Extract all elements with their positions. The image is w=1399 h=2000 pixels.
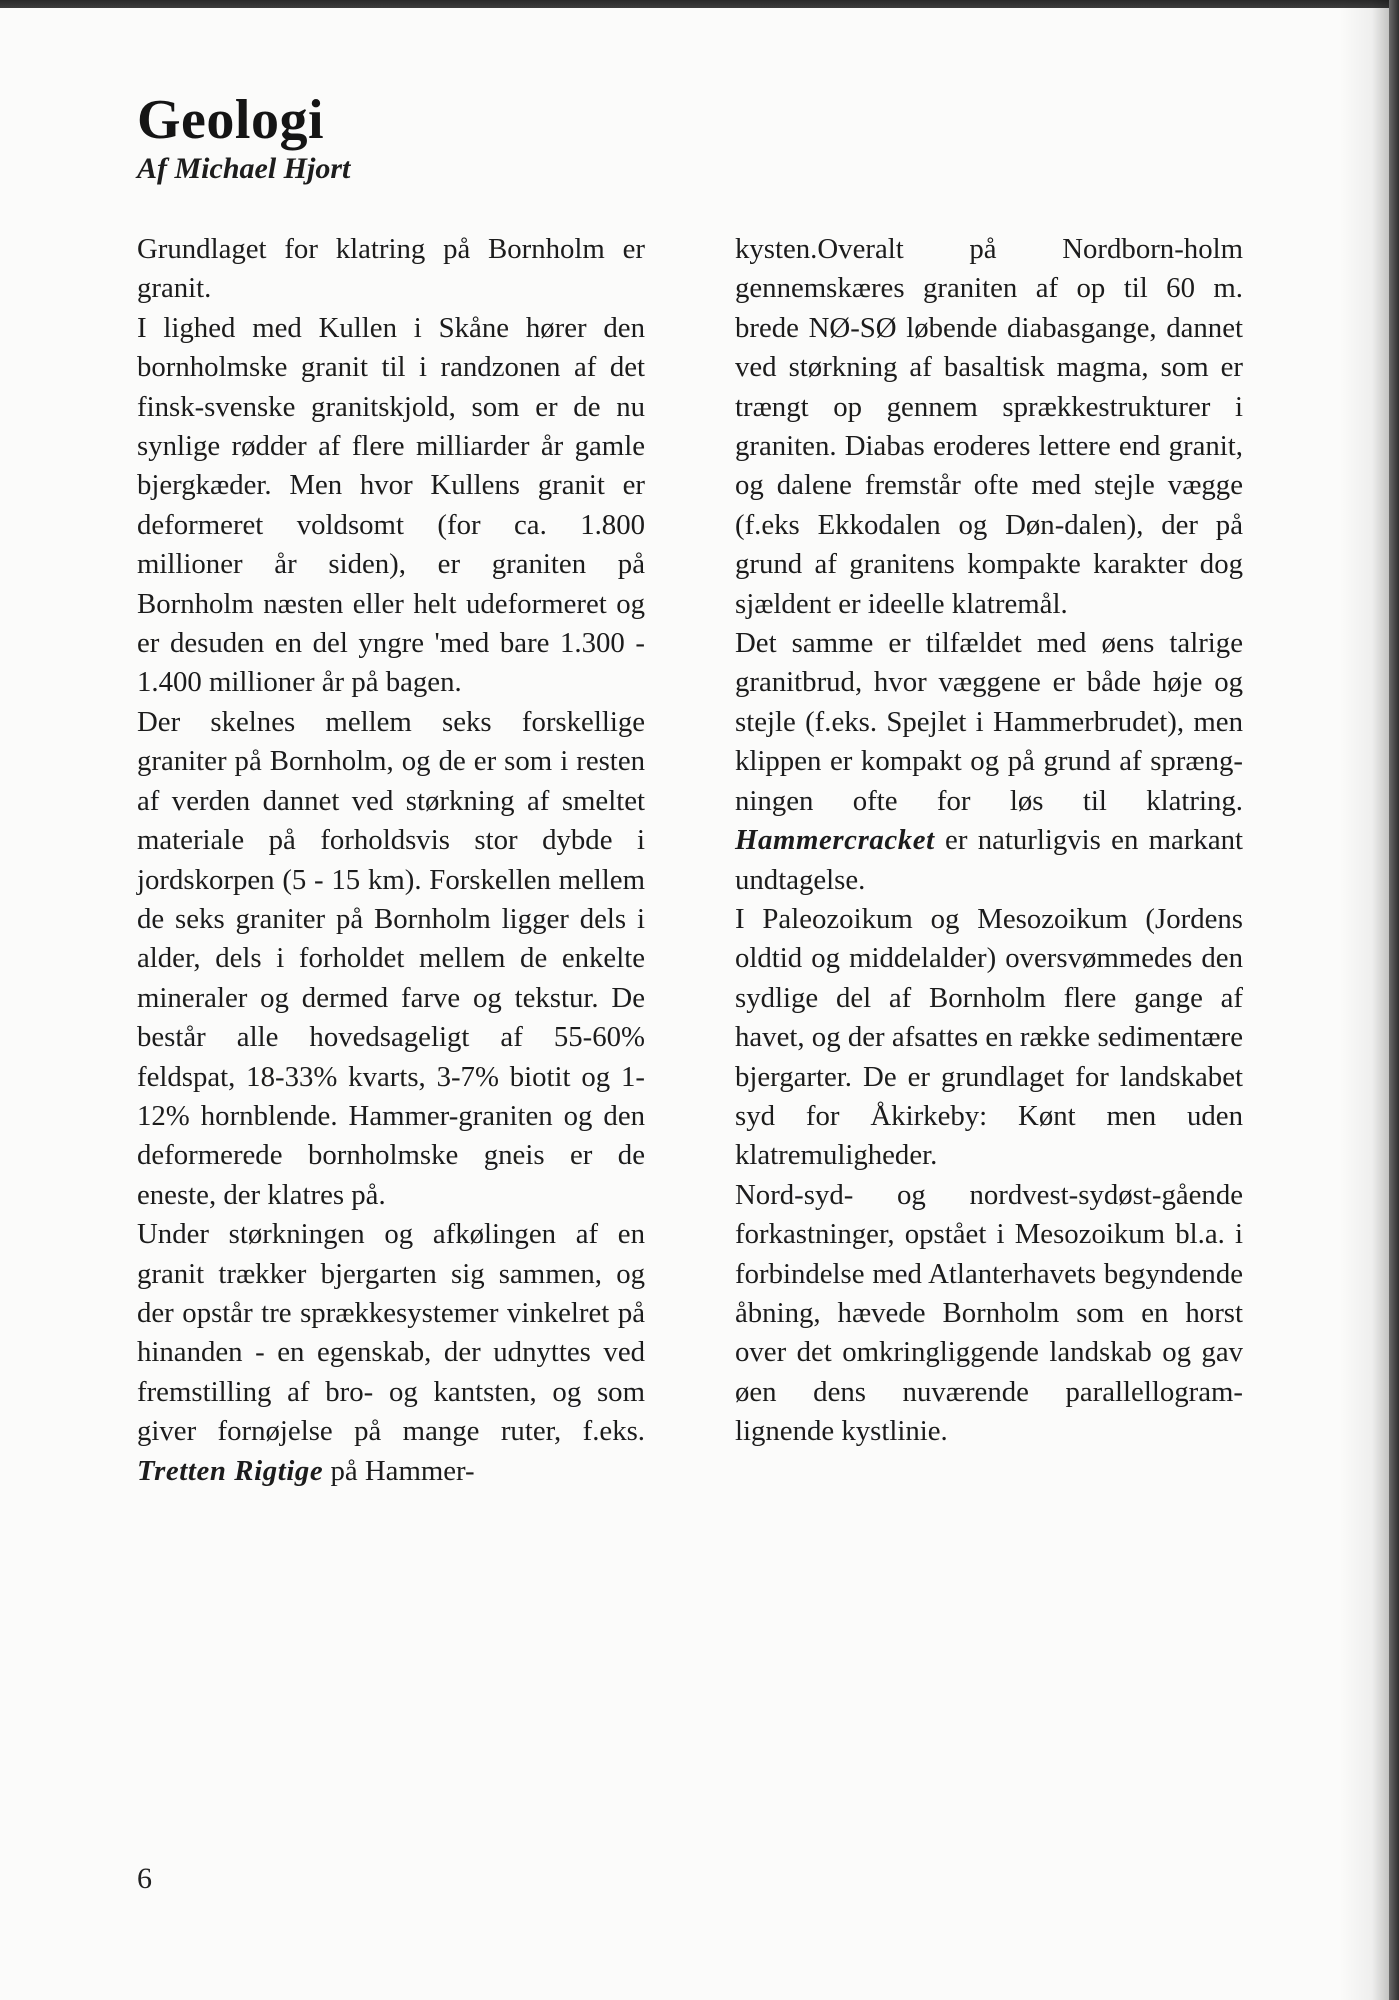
paragraph: Nord-syd- og nordvest-sydøst-gående forkastninger, opstået i Mesozoikum bl.a. i forbindelse med Atlanterhavets begyndende åbning, hævede Bornholm som en horst over det omkringliggende landskab og gav øen dens nuværende parallellogramlignende kystlinie. — [735, 1178, 1243, 1448]
author-byline: Af Michael Hjort — [137, 152, 351, 185]
text-column-right — [735, 230, 1243, 1452]
paragraph — [735, 624, 1243, 900]
paragraph — [137, 1215, 645, 1491]
paragraph: Der skelnes mellem seks forskellige graniter på Bornholm, og de er som i resten af verden dannet ved størkning af smeltet materiale på forholdsvis stor dybde i jordskorpen (5 - 15 km). Forskellen mellem de seks graniter på Bornholm ligger dels i alder, dels i forholdet mellem de enkelte mineraler og dermed farve og tekstur. De består alle hovedsageligt af 55-60% feldspat, 18-33% kvarts, 3-7% biotit og 1-12% hornblende. Hammer-graniten og den deformerede bornholmske gneis er de eneste, der klatres på. — [137, 705, 645, 1211]
paragraph-text: Under størkningen og afkølingen af en granit trækker bjergarten sig sammen, og der opstår tre sprækkesystemer vinkelret på hinanden - en egenskab, der udnyttes ved fremstilling af bro- og kantsten, og som giver fornøjelse på mange ruter, f.eks. — [137, 1218, 645, 1448]
paragraph-text: er naturligvis en markant undtagelse. — [735, 824, 1243, 896]
page-title: Geologi — [137, 89, 325, 151]
route-name: Tretten Rigtige — [137, 1454, 324, 1487]
paragraph: kysten.Overalt på Nordborn-holm gennemskæres graniten af op til 60 m. brede NØ-SØ løbende diabasgange, dannet ved størkning af basaltisk magma, som er trængt op gennem sprækkestrukturer i graniten. Diabas eroderes lettere end granit, og dalene fremstår ofte med stejle vægge (f.eks Ekkodalen og Døn-dalen), der på grund af granitens kompakte karakter dog sjældent er ideelle klatremål. — [735, 233, 1243, 620]
paragraph: Grundlaget for klatring på Bornholm er granit. — [137, 233, 645, 305]
page-number: 6 — [137, 1862, 152, 1895]
paragraph: I lighed med Kullen i Skåne hører den bornholmske granit til i randzonen af det finsk-svenske granitskjold, som er de nu synlige rødder af flere milliarder år gamle bjergkæder. Men hvor Kullens granit er deformeret voldsomt (for ca. 1.800 millioner år siden), er graniten på Bornholm næsten eller helt udeformeret og er desuden en del yngre 'med bare 1.300 - 1.400 millioner år på bagen. — [137, 311, 645, 699]
paragraph-text: Det samme er tilfældet med øens talrige granitbrud, hvor væggene er både høje og stejle (f.eks. Spejlet i Hammerbrudet), men klippen er kompakt og på grund af sprængningen ofte for løs til klatring. — [735, 627, 1243, 817]
page-top-edge — [0, 0, 1399, 8]
paragraph-text: på Hammer- — [330, 1454, 475, 1487]
page-right-edge — [1389, 0, 1399, 2000]
route-name: Hammercracket — [735, 824, 935, 857]
text-column-left — [137, 230, 645, 1491]
paragraph: I Paleozoikum og Mesozoikum (Jordens oldtid og middelalder) oversvømmedes den sydlige del af Bornholm flere gange af havet, og der afsattes en række sedimentære bjergarter. De er grundlaget for landskabet syd for Åkirkeby: Kønt men uden klatremuligheder. — [735, 902, 1243, 1172]
